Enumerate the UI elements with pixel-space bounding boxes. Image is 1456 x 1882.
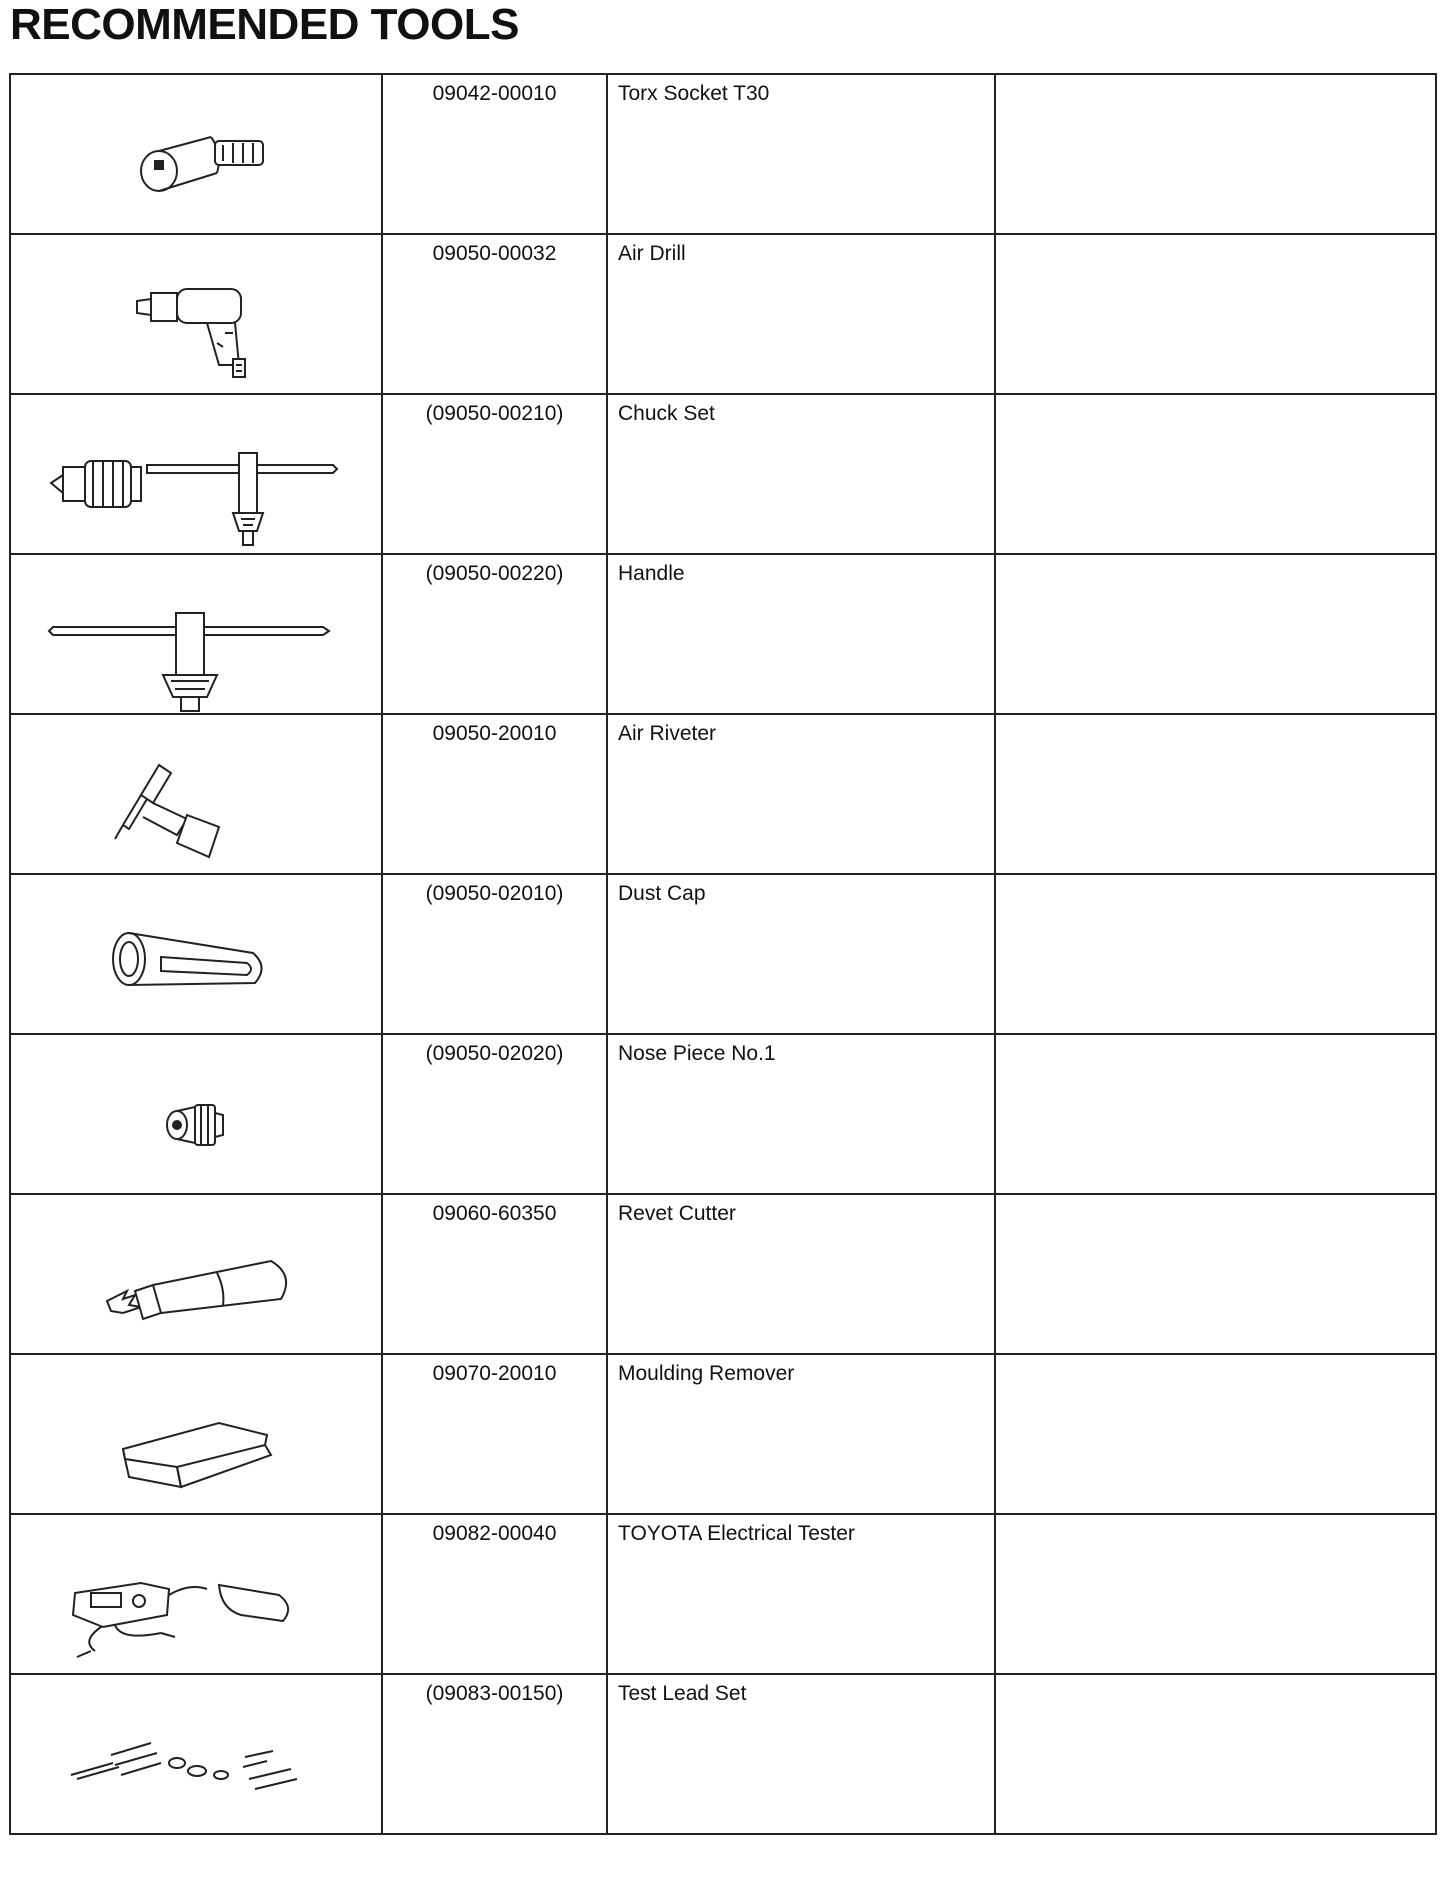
- part-number-cell: [382, 714, 607, 874]
- tool-name: Revet Cutter: [618, 1202, 736, 1225]
- notes-cell: [995, 1674, 1436, 1834]
- tool-name-cell: [607, 74, 995, 234]
- tool-name-cell: [607, 1034, 995, 1194]
- tool-image-cell: [10, 394, 382, 554]
- tool-name: Air Riveter: [618, 722, 717, 745]
- part-number-cell: [382, 1194, 607, 1354]
- tool-image-cell: [10, 234, 382, 394]
- torx-socket-icon: [11, 75, 383, 233]
- table-row: [10, 874, 1436, 1034]
- table-row: [10, 1354, 1436, 1514]
- tool-name-cell: [607, 1194, 995, 1354]
- part-number-cell: [382, 1514, 607, 1674]
- notes-cell: [995, 874, 1436, 1034]
- part-number: 09070-20010: [432, 1362, 557, 1385]
- tool-name: Air Drill: [618, 242, 686, 265]
- table-row: [10, 74, 1436, 234]
- notes-cell: [995, 1354, 1436, 1514]
- part-number: 09050-20010: [432, 722, 557, 745]
- air-riveter-icon: [11, 715, 383, 873]
- notes-cell: [995, 714, 1436, 874]
- notes-cell: [995, 234, 1436, 394]
- chuck-set-icon: [11, 395, 383, 553]
- page-title: RECOMMENDED TOOLS: [10, 0, 519, 49]
- notes-cell: [995, 1034, 1436, 1194]
- part-number: 09082-00040: [432, 1522, 557, 1545]
- tool-image-cell: [10, 1354, 382, 1514]
- notes-cell: [995, 554, 1436, 714]
- tool-image-cell: [10, 714, 382, 874]
- table-row: [10, 1514, 1436, 1674]
- part-number-cell: [382, 874, 607, 1034]
- tool-image-cell: [10, 1194, 382, 1354]
- part-number: 09060-60350: [432, 1202, 557, 1225]
- tool-name: Test Lead Set: [618, 1682, 747, 1705]
- tool-name: Moulding Remover: [618, 1362, 795, 1385]
- table-row: [10, 1674, 1436, 1834]
- tool-name-cell: [607, 714, 995, 874]
- tool-name: Dust Cap: [618, 882, 706, 905]
- table-row: [10, 554, 1436, 714]
- table-row: [10, 234, 1436, 394]
- part-number: 09042-00010: [432, 82, 557, 105]
- notes-cell: [995, 74, 1436, 234]
- nose-piece-icon: [11, 1035, 383, 1193]
- tool-name-cell: [607, 1354, 995, 1514]
- part-number-cell: [382, 1034, 607, 1194]
- part-number-cell: [382, 1674, 607, 1834]
- tool-name-cell: [607, 234, 995, 394]
- part-number-cell: [382, 74, 607, 234]
- tool-name-cell: [607, 1514, 995, 1674]
- part-number-cell: [382, 554, 607, 714]
- notes-cell: [995, 1514, 1436, 1674]
- tool-name: Chuck Set: [618, 402, 715, 425]
- part-number-cell: [382, 234, 607, 394]
- tool-name: Nose Piece No.1: [618, 1042, 776, 1065]
- tool-name-cell: [607, 874, 995, 1034]
- tool-image-cell: [10, 874, 382, 1034]
- test-lead-set-icon: [11, 1675, 383, 1833]
- part-number: (09050-02010): [425, 882, 564, 905]
- part-number: (09050-02020): [425, 1042, 564, 1065]
- table-row: [10, 714, 1436, 874]
- moulding-remover-icon: [11, 1355, 383, 1513]
- table-row: [10, 394, 1436, 554]
- chuck-handle-icon: [11, 555, 383, 713]
- part-number: (09083-00150): [425, 1682, 564, 1705]
- tool-name: TOYOTA Electrical Tester: [618, 1522, 855, 1545]
- dust-cap-icon: [11, 875, 383, 1033]
- notes-cell: [995, 1194, 1436, 1354]
- part-number: 09050-00032: [432, 242, 557, 265]
- tool-name-cell: [607, 1674, 995, 1834]
- tool-name-cell: [607, 554, 995, 714]
- electrical-tester-icon: [11, 1515, 383, 1673]
- part-number-cell: [382, 394, 607, 554]
- notes-cell: [995, 394, 1436, 554]
- part-number: (09050-00220): [425, 562, 564, 585]
- air-drill-icon: [11, 235, 383, 393]
- tool-name: Handle: [618, 562, 685, 585]
- tools-table: [9, 73, 1437, 1835]
- part-number: (09050-00210): [425, 402, 564, 425]
- tool-image-cell: [10, 1514, 382, 1674]
- tool-image-cell: [10, 1034, 382, 1194]
- tool-name: Torx Socket T30: [618, 82, 770, 105]
- tool-image-cell: [10, 554, 382, 714]
- tool-name-cell: [607, 394, 995, 554]
- table-row: [10, 1034, 1436, 1194]
- tool-image-cell: [10, 1674, 382, 1834]
- rivet-cutter-icon: [11, 1195, 383, 1353]
- part-number-cell: [382, 1354, 607, 1514]
- table-row: [10, 1194, 1436, 1354]
- tool-image-cell: [10, 74, 382, 234]
